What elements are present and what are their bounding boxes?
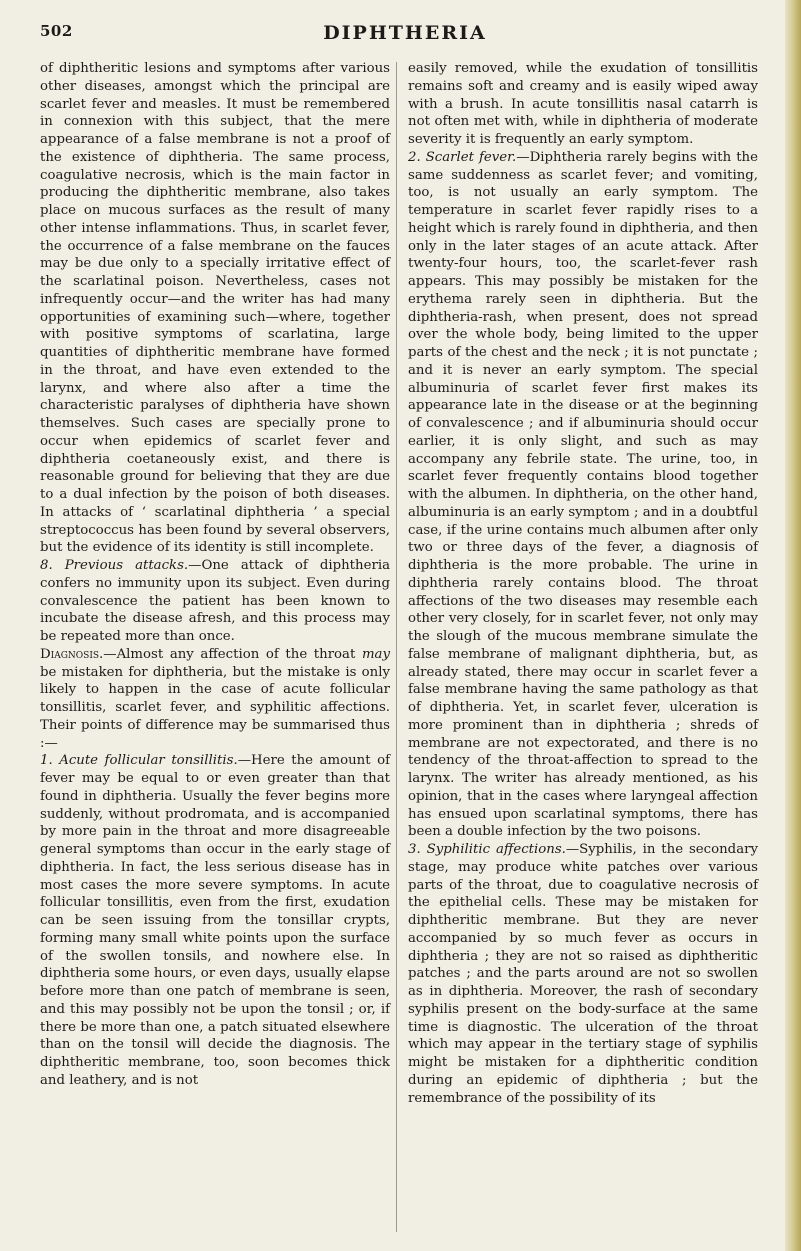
paragraph <box>408 841 758 1107</box>
paragraph <box>40 752 390 1089</box>
paragraph-text: —One attack of diphtheria confers no immunity upon its subject. Even during convalescence the patient has been known to incubate the disease afresh, and this process may be repeated more than once. <box>40 558 390 644</box>
emphasis: may <box>361 646 390 662</box>
section-heading: 8. Previous attacks. <box>40 558 189 573</box>
paragraph <box>408 149 758 841</box>
paragraph <box>40 646 390 753</box>
page-number: 502 <box>40 22 73 40</box>
paragraph: easily removed, while the exudation of tonsillitis remains soft and creamy and is easily wiped away with a brush. In acute tonsillitis nasal catarrh is not often met with, while in diphtheria of moderate severity it is frequently an early symptom. <box>408 61 758 147</box>
page-header <box>40 22 770 52</box>
running-title: DIPHTHERIA <box>323 22 487 44</box>
paragraph-text: —Syphilis, in the secondary stage, may produce white patches over various parts of the throat, due to coagulative necrosis of the epithelial cells. These may be mistaken for diphtheritic membrane. But they are never accompanied by so much fever as occurs in diphtheria ; they are not so raised as diphtheritic patches ; and the parts around are not so swollen as in diphtheria. Moreover, the rash of secondary syphilis present on the body-surface at the same time is diagnostic. The ulceration of the throat which may appear in the tertiary stage of syphilis might be mistaken for a diphtheritic condition during an epidemic of diphtheria ; but the remembrance of the possibility of its <box>408 842 758 1106</box>
column-divider <box>396 62 397 1232</box>
section-heading: 3. Syphilitic affections. <box>408 842 566 857</box>
page-edge-shadow <box>785 0 801 1251</box>
section-heading: 2. Scarlet fever. <box>408 149 517 165</box>
paragraph-text: be mistaken for diphtheria, but the mistake is only likely to happen in the case of acute follicular tonsillitis, scarlet fever, and syphilitic affections. Their points of difference may be summarised thus :— <box>40 664 390 751</box>
right-column <box>408 60 758 1107</box>
left-column <box>40 60 390 1090</box>
paragraph-text: —Almost any affection of the throat <box>103 646 362 662</box>
paragraph-text: —Here the amount of fever may be equal to or even greater than that found in diphtheria. Usually the fever begins more suddenly, without prodromata, and is accompanied by more pain in the throat and more disagreeable general symptoms than occur in the early stage of diphtheria. In fact, the less serious disease has in most cases the more severe symptoms. In acute follicular tonsillitis, even from the first, exudation can be seen issuing from the tonsillar crypts, forming many small white points upon the surface of the swollen tonsils, and nowhere else. In diphtheria some hours, or even days, usually elapse before more than one patch of membrane is seen, and this may possibly not be upon the tonsil ; or, if there be more than one, a patch situated elsewhere than on the tonsil will decide the diagnosis. The diphtheritic membrane, too, soon becomes thick and leathery, and is not <box>40 753 390 1088</box>
paragraph <box>40 557 390 646</box>
paragraph: of diphtheritic lesions and symptoms after various other diseases, amongst which the principal are scarlet fever and measles. It must be remembered in connexion with this subject, that the mere appearance of a false membrane is not a proof of the existence of diphtheria. The same process, coagulative necrosis, which is the main factor in producing the diphtheritic membrane, also takes place on mucous surfaces as the result of many other intense inflammations. Thus, in scarlet fever, the occurrence of a false membrane on the fauces may be due only to a specially irritative effect of the scarlatinal poison. Nevertheless, cases not infrequently occur—and the writer has had many opportunities of examining such—where, together with positive symptoms of scarlatina, large quantities of diphtheritic membrane have formed in the throat, and have even extended to the larynx, and where also after a time the characteristic paralyses of diphtheria have shown themselves. Such cases are specially prone to occur when epidemics of scarlet fever and diphtheria coetaneously exist, and there is reasonable ground for believing that they are due to a dual infection by the poison of both diseases. In attacks of ‘ scarlatinal diphtheria ’ a special streptococcus has been found by several observers, but the evidence of its identity is still incomplete. <box>40 61 390 556</box>
section-heading: Diagnosis. <box>40 646 104 662</box>
paragraph-text: —Diphtheria rarely begins with the same suddenness as scarlet fever; and vomiting, too, is not usually an early symptom. The temperature in scarlet fever rapidly rises to a height which is rarely found in diphtheria, and then only in the later stages of an acute attack. After twenty-four hours, too, the scarlet-fever rash appears. This may possibly be mistaken for the erythema rarely seen in diphtheria. But the diphtheria-rash, when present, does not spread over the whole body, being limited to the upper parts of the chest and the neck ; it is not punctate ; and it is never an early symptom. The special albuminuria of scarlet fever first makes its appearance late in the disease or at the beginning of convalescence ; and if albuminuria should occur earlier, it is only slight, and such as may accompany any febrile state. The urine, too, in scarlet fever frequently contains blood together with the albumen. In diphtheria, on the other hand, albuminuria is an early symptom ; and in a doubtful case, if the urine contains much albumen after only two or three days of the fever, a diagnosis of diphtheria is the more probable. The urine in diphtheria rarely contains blood. The throat affections of the two diseases may resemble each other very closely, for in scarlet fever, not only may the slough of the mucous membrane simulate the false membrane of malignant diphtheria, but, as already stated, there may occur in scarlet fever a false membrane having the same pathology as that of diphtheria. Yet, in scarlet fever, ulceration is more prominent than in diphtheria ; shreds of membrane are not expectorated, and there is no tendency of the throat-affection to spread to the larynx. The writer has already mentioned, as his opinion, that in the cases where laryngeal affection has ensued upon scarlatinal symptoms, there has been a double infection by the two poisons. <box>408 149 758 840</box>
section-heading: 1. Acute follicular tonsillitis. <box>40 753 238 769</box>
